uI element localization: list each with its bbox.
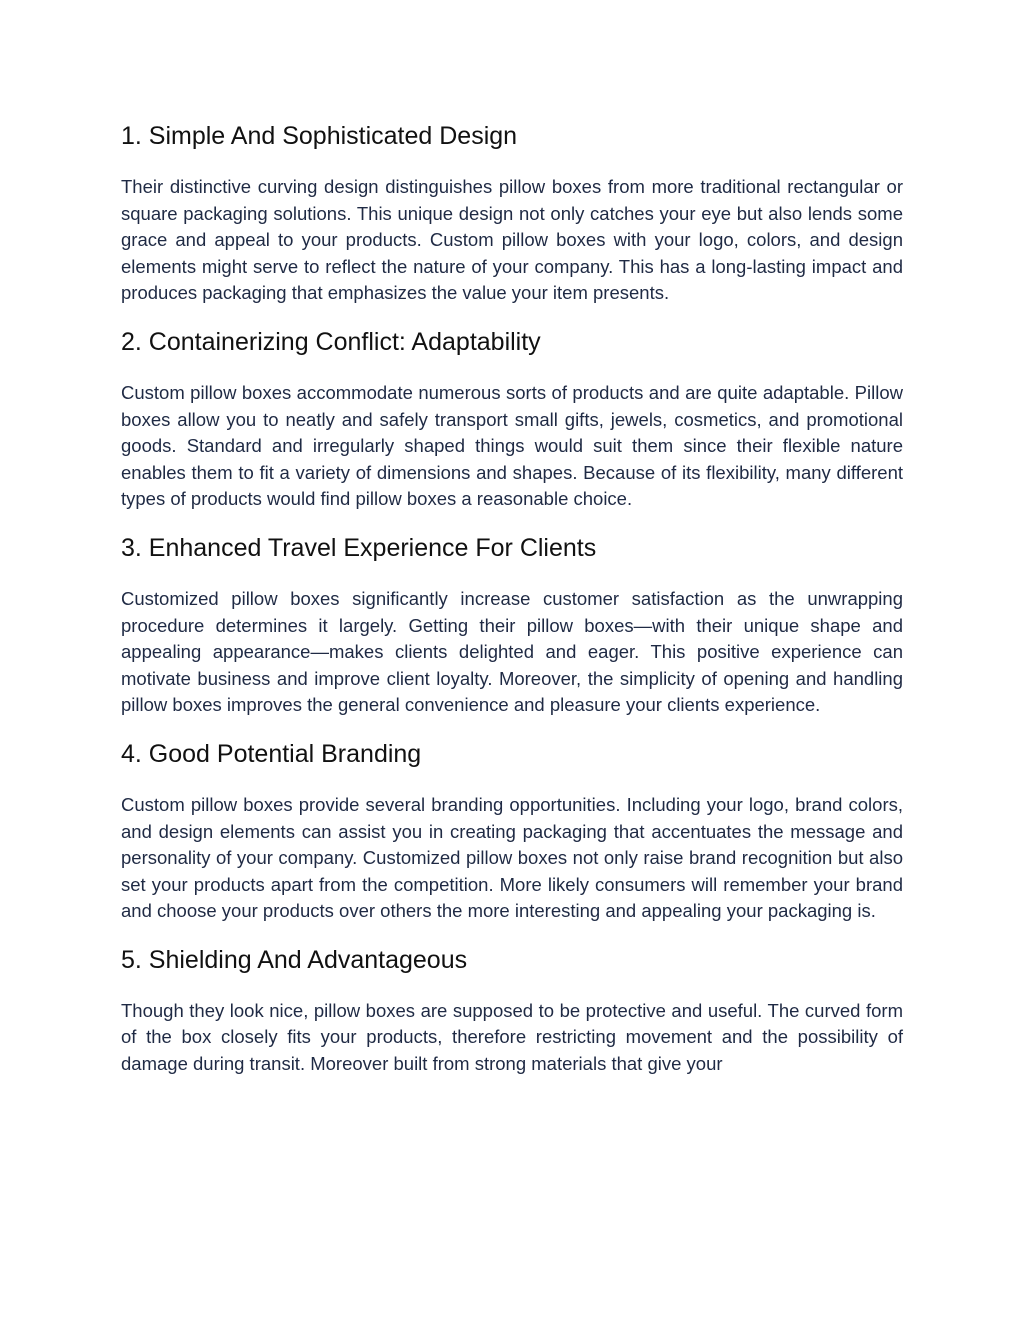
section-paragraph: Though they look nice, pillow boxes are supposed to be protective and useful. The curved form of the box closely fits your products, therefore restricting movement and the possibility of damage during transit. Moreover built from strong materials that give your	[121, 999, 903, 1075]
section-travel-experience	[121, 530, 903, 719]
section-paragraph: Custom pillow boxes accommodate numerous sorts of products and are quite adaptable. Pillow boxes allow you to neatly and safely transport small gifts, jewels, cosmetics, and promotional goods. Standard and irregularly shaped things would suit them since their flexible nature enables them to fit a variety of dimensions and shapes. Because of its flexibility, many different types of products would find pillow boxes a reasonable choice.	[121, 381, 903, 510]
section-heading: 4. Good Potential Branding	[121, 739, 422, 768]
section-heading: 2. Containerizing Conflict: Adaptability	[121, 327, 541, 356]
section-heading: 5. Shielding And Advantageous	[121, 945, 468, 974]
section-heading: 3. Enhanced Travel Experience For Clients	[121, 533, 597, 562]
document-page	[121, 118, 903, 1095]
section-paragraph: Custom pillow boxes provide several branding opportunities. Including your logo, brand colors, and design elements can assist you in creating packaging that accentuates the message and personality of your company. Customized pillow boxes not only raise brand recognition but also set your products apart from the competition. More likely consumers will remember your brand and choose your products over others the more interesting and appealing your packaging is.	[121, 793, 903, 922]
section-paragraph: Their distinctive curving design distinguishes pillow boxes from more traditional rectangular or square packaging solutions. This unique design not only catches your eye but also lends some grace and appeal to your products. Custom pillow boxes with your logo, colors, and design elements might serve to reflect the nature of your company. This has a long-lasting impact and produces packaging that emphasizes the value your item presents.	[121, 176, 903, 304]
section-shielding	[121, 942, 903, 1078]
section-heading: 1. Simple And Sophisticated Design	[121, 122, 518, 150]
section-simple-design	[121, 118, 903, 307]
section-paragraph: Customized pillow boxes significantly increase customer satisfaction as the unwrapping procedure determines it largely. Getting their pillow boxes—with their unique shape and appealing appearance—makes clients delighted and eager. This positive experience can motivate business and improve client loyalty. Moreover, the simplicity of opening and handling pillow boxes improves the general convenience and pleasure your clients experience.	[121, 587, 903, 716]
section-branding	[121, 736, 903, 925]
section-adaptability	[121, 324, 903, 513]
